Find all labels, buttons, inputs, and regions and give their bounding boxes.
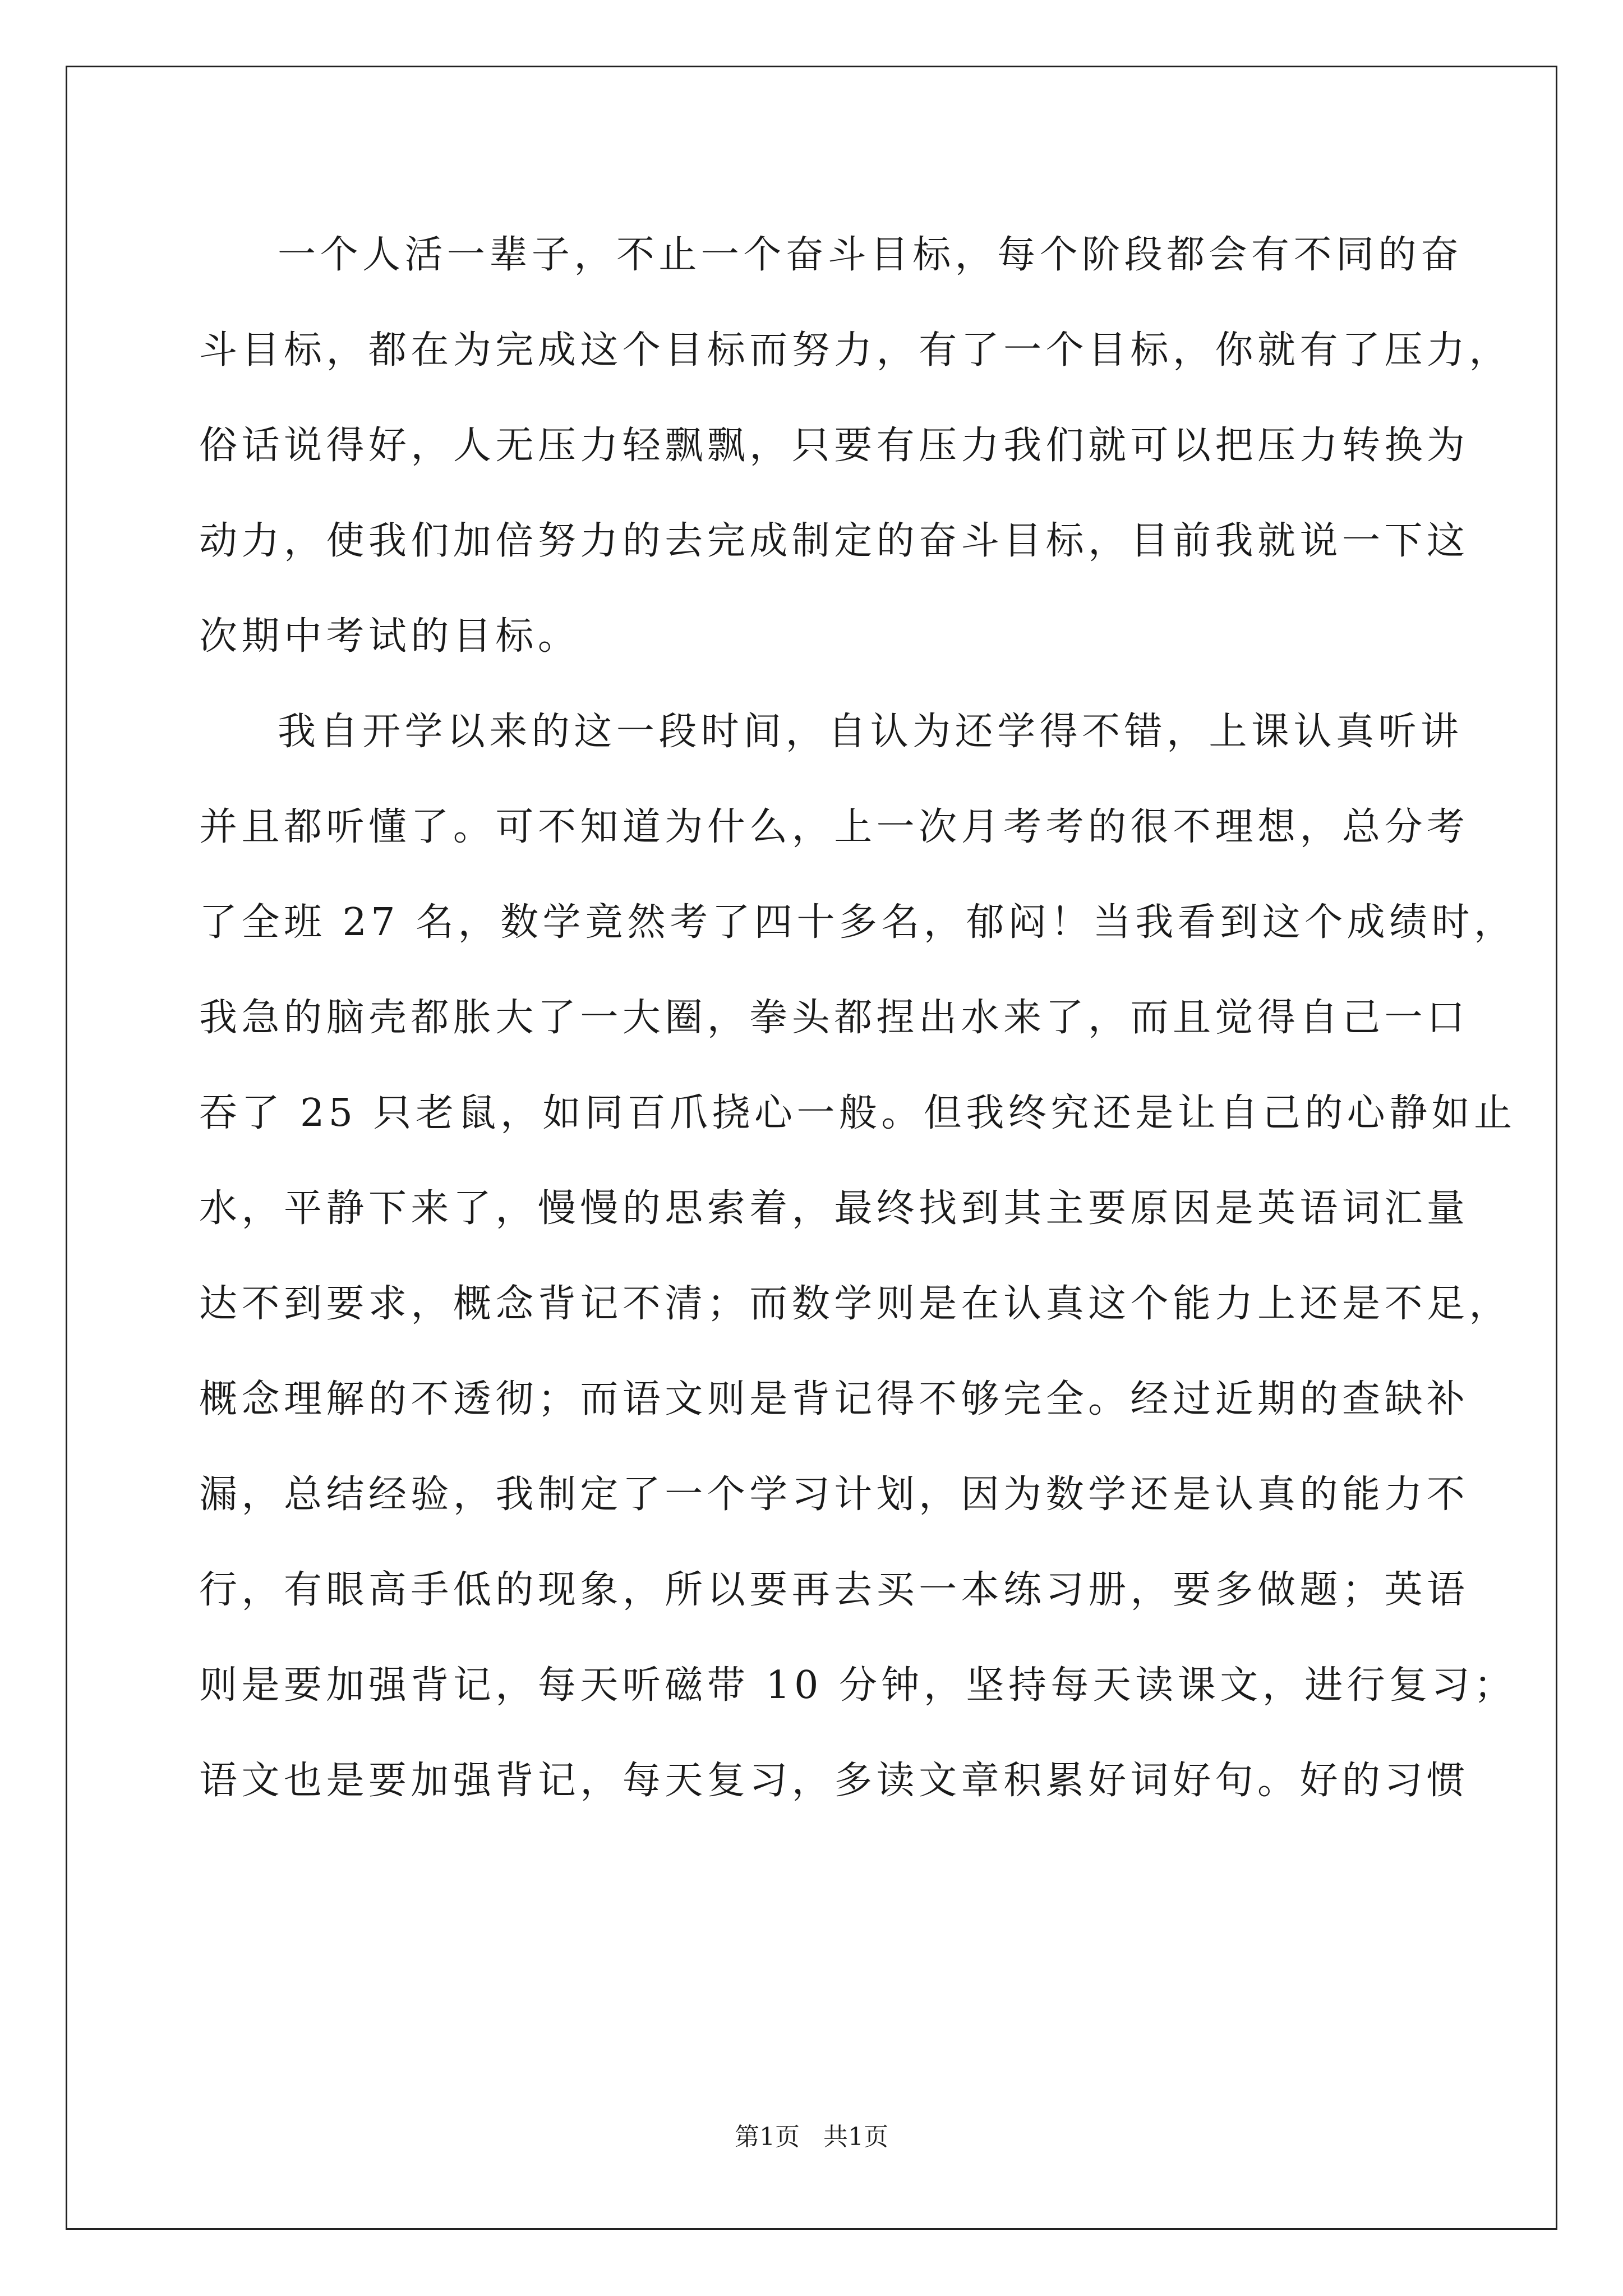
paragraph-1-line-5: 次期中考试的目标。 (199, 614, 580, 659)
paragraph-1-line-4: 动力，使我们加倍努力的去完成制定的奋斗目标，目前我就说一下这 (199, 519, 1469, 563)
paragraph-1-line-2: 斗目标，都在为完成这个目标而努力，有了一个目标，你就有了压力， (199, 328, 1511, 372)
paragraph-2-line-3: 了全班 27 名，数学竟然考了四十多名，郁闷！当我看到这个成绩时， (199, 900, 1516, 945)
paragraph-1-line-3: 俗话说得好，人无压力轻飘飘，只要有压力我们就可以把压力转换为 (199, 424, 1469, 468)
paragraph-2-line-6: 水，平静下来了，慢慢的思索着，最终找到其主要原因是英语词汇量 (199, 1186, 1469, 1231)
paragraph-2-line-2: 并且都听懂了。可不知道为什么，上一次月考考的很不理想，总分考 (199, 805, 1469, 849)
paragraph-2-line-5: 吞了 25 只老鼠，如同百爪挠心一般。但我终究还是让自己的心静如止 (199, 1091, 1516, 1135)
paragraph-2-line-12: 语文也是要加强背记，每天复习，多读文章积累好词好句。好的习惯 (199, 1759, 1469, 1803)
paragraph-2-line-1: 我自开学以来的这一段时间，自认为还学得不错，上课认真听讲 (278, 710, 1463, 754)
paragraph-2-line-10: 行，有眼高手低的现象，所以要再去买一本练习册，要多做题；英语 (199, 1568, 1469, 1612)
page-footer: 第1页 共1页 (735, 2123, 888, 2151)
paragraph-2-line-4: 我急的脑壳都胀大了一大圈，拳头都捏出水来了，而且觉得自己一口 (199, 996, 1469, 1040)
paragraph-2-line-7: 达不到要求，概念背记不清；而数学则是在认真这个能力上还是不足， (199, 1282, 1511, 1326)
paragraph-2-line-11: 则是要加强背记，每天听磁带 10 分钟，坚持每天读课文，进行复习； (199, 1663, 1516, 1708)
paragraph-1-line-1: 一个人活一辈子，不止一个奋斗目标，每个阶段都会有不同的奋 (278, 233, 1463, 277)
paragraph-2-line-8: 概念理解的不透彻；而语文则是背记得不够完全。经过近期的查缺补 (199, 1377, 1469, 1421)
document-body (199, 208, 1516, 1829)
paragraph-2-line-9: 漏，总结经验，我制定了一个学习计划，因为数学还是认真的能力不 (199, 1473, 1469, 1517)
